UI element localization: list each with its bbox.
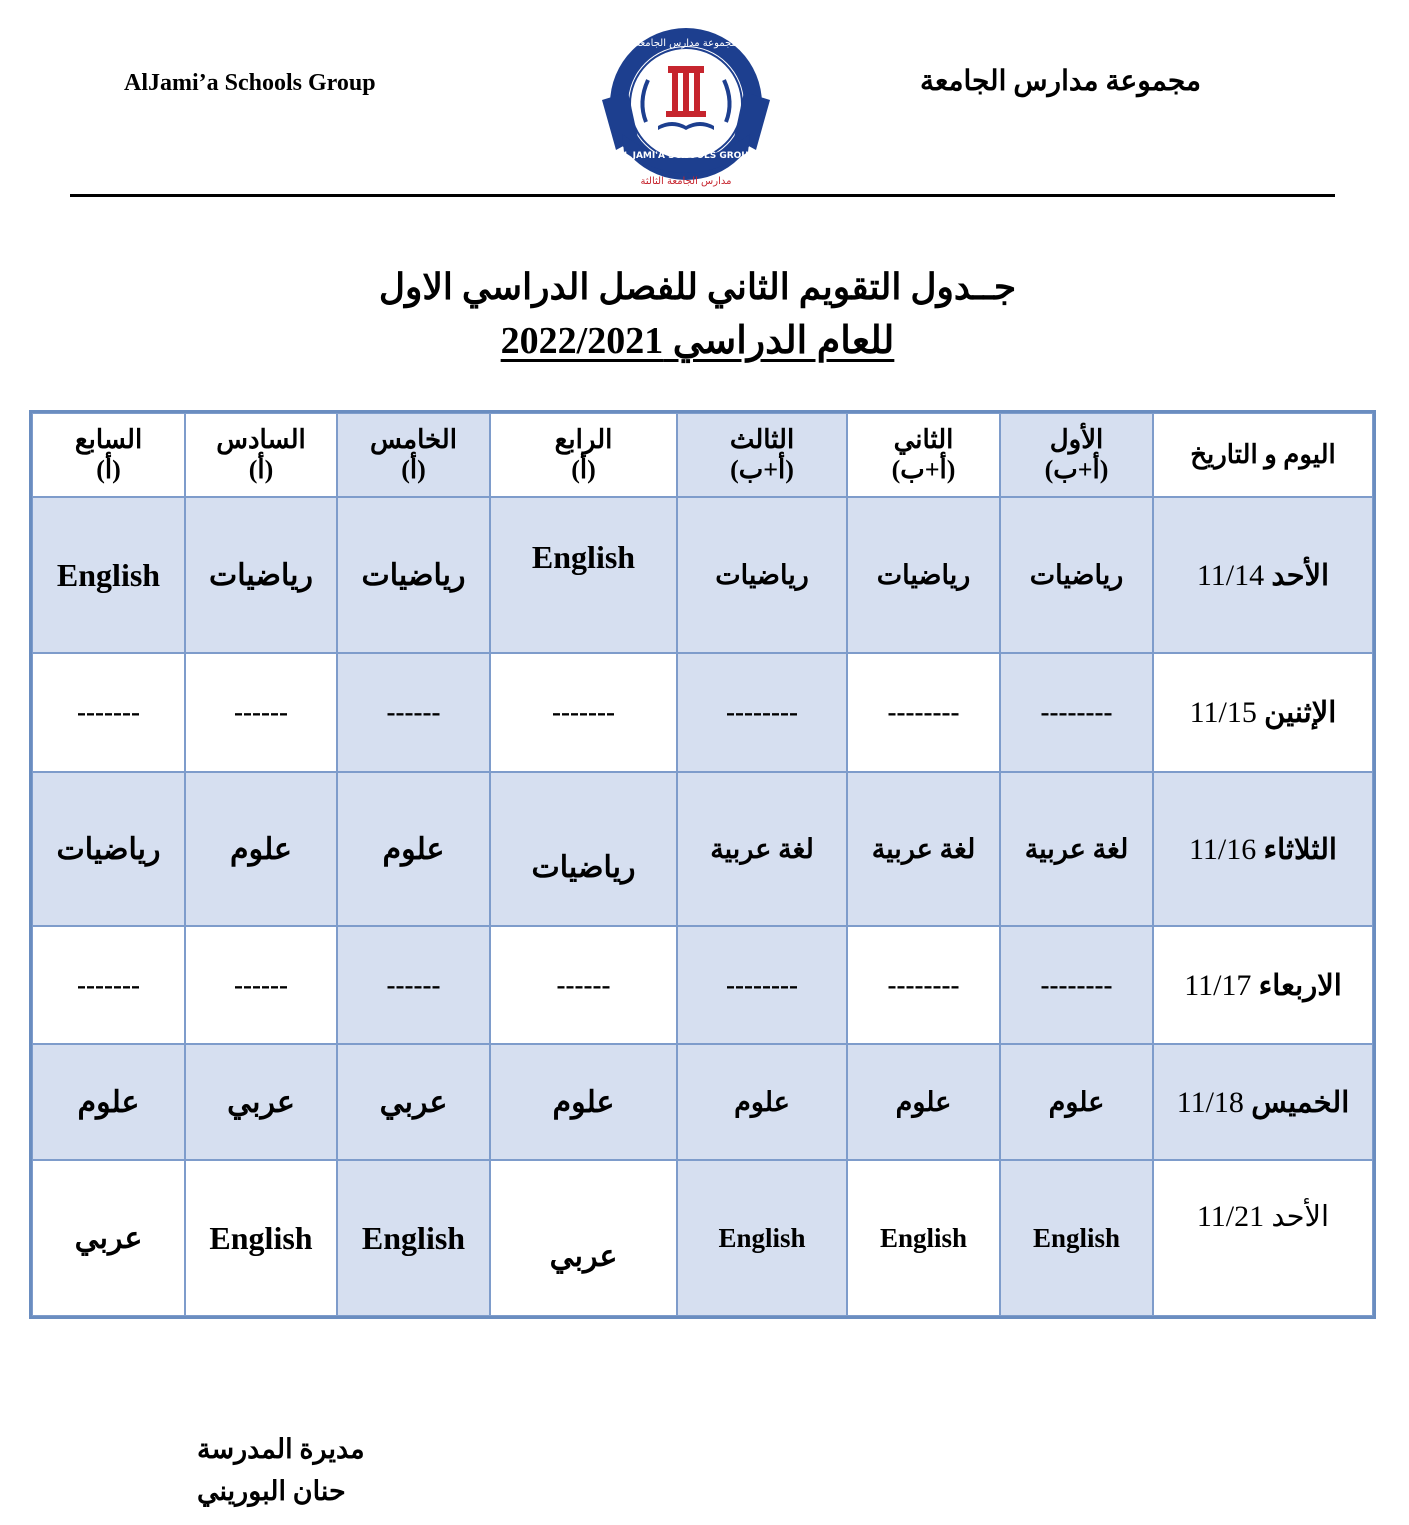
svg-text:مجموعة مدارس الجامعة: مجموعة مدارس الجامعة (635, 38, 737, 49)
table-cell: -------- (847, 926, 1000, 1044)
table-cell: علوم (490, 1044, 677, 1160)
table-cell: رياضيات (185, 497, 337, 653)
header-grade-3: الثالث (أ+ب) (677, 413, 847, 497)
table-cell: عربي (32, 1160, 185, 1316)
table-cell: -------- (677, 926, 847, 1044)
table-cell: رياضيات (847, 497, 1000, 653)
table-cell: English (677, 1160, 847, 1316)
table-cell: رياضيات (490, 772, 677, 926)
table-row (32, 772, 1373, 926)
header-grade-6: السادس (أ) (185, 413, 337, 497)
table-cell: -------- (1000, 926, 1153, 1044)
table-cell: English (337, 1160, 490, 1316)
table-cell: ------- (32, 926, 185, 1044)
row-day-date: الأحد 11/14 (1153, 497, 1373, 653)
table-cell: لغة عربية (677, 772, 847, 926)
table-cell: عربي (337, 1044, 490, 1160)
table-cell: English (32, 497, 185, 653)
table-cell: ------ (185, 653, 337, 772)
table-cell: ------- (490, 653, 677, 772)
table-cell: -------- (847, 653, 1000, 772)
table-cell: رياضيات (32, 772, 185, 926)
table-cell: لغة عربية (1000, 772, 1153, 926)
table-cell: English (847, 1160, 1000, 1316)
table-header-row (32, 413, 1373, 497)
table-row (32, 653, 1373, 772)
table-cell: English (490, 497, 677, 653)
table-cell: علوم (847, 1044, 1000, 1160)
table-cell: لغة عربية (847, 772, 1000, 926)
table-row (32, 1160, 1373, 1316)
table-cell: English (185, 1160, 337, 1316)
table-cell: -------- (677, 653, 847, 772)
table-cell: رياضيات (337, 497, 490, 653)
table-cell: عربي (490, 1160, 677, 1316)
table-cell: عربي (185, 1044, 337, 1160)
signature-role: مديرة المدرسة (197, 1434, 365, 1464)
header-day-date: اليوم و التاريخ (1153, 413, 1373, 497)
table-row (32, 497, 1373, 653)
table-cell: English (1000, 1160, 1153, 1316)
table-cell: رياضيات (1000, 497, 1153, 653)
exam-schedule-table (29, 410, 1376, 1319)
row-day-date: الاربعاء 11/17 (1153, 926, 1373, 1044)
table-cell: ------- (32, 653, 185, 772)
table-cell: علوم (32, 1044, 185, 1160)
page-subtitle: للعام الدراسي 2022/2021 (500, 320, 895, 362)
row-day-date: الثلاثاء 11/16 (1153, 772, 1373, 926)
school-name-arabic: مجموعة مدارس الجامعة (919, 66, 1201, 97)
school-logo (598, 22, 774, 190)
row-day-date: الإثنين 11/15 (1153, 653, 1373, 772)
header-grade-1: الأول (أ+ب) (1000, 413, 1153, 497)
row-day-date: الخميس 11/18 (1153, 1044, 1373, 1160)
page-title: جــدول التقويم الثاني للفصل الدراسي الاول (378, 267, 1017, 307)
table-row (32, 1044, 1373, 1160)
table-cell: ------ (185, 926, 337, 1044)
table-cell: علوم (185, 772, 337, 926)
header-divider (70, 194, 1335, 197)
school-name-english: AlJami’a Schools Group (124, 70, 376, 96)
table-row (32, 926, 1373, 1044)
header-grade-4: الرابع (أ) (490, 413, 677, 497)
row-day-date: الأحد 11/21 (1153, 1160, 1373, 1316)
table-cell: ------ (337, 926, 490, 1044)
signature-name: حنان البوريني (197, 1476, 346, 1506)
table-cell: ------ (337, 653, 490, 772)
header-grade-7: السابع (أ) (32, 413, 185, 497)
header-grade-2: الثاني (أ+ب) (847, 413, 1000, 497)
table-cell: ------ (490, 926, 677, 1044)
svg-text:AL JAMI'A SCHOOLS GROUP: AL JAMI'A SCHOOLS GROUP (616, 151, 756, 161)
svg-text:مدارس الجامعة الثالثة: مدارس الجامعة الثالثة (640, 176, 732, 187)
table-cell: رياضيات (677, 497, 847, 653)
table-cell: علوم (677, 1044, 847, 1160)
table-cell: علوم (1000, 1044, 1153, 1160)
header-grade-5: الخامس (أ) (337, 413, 490, 497)
table-cell: -------- (1000, 653, 1153, 772)
table-cell: علوم (337, 772, 490, 926)
